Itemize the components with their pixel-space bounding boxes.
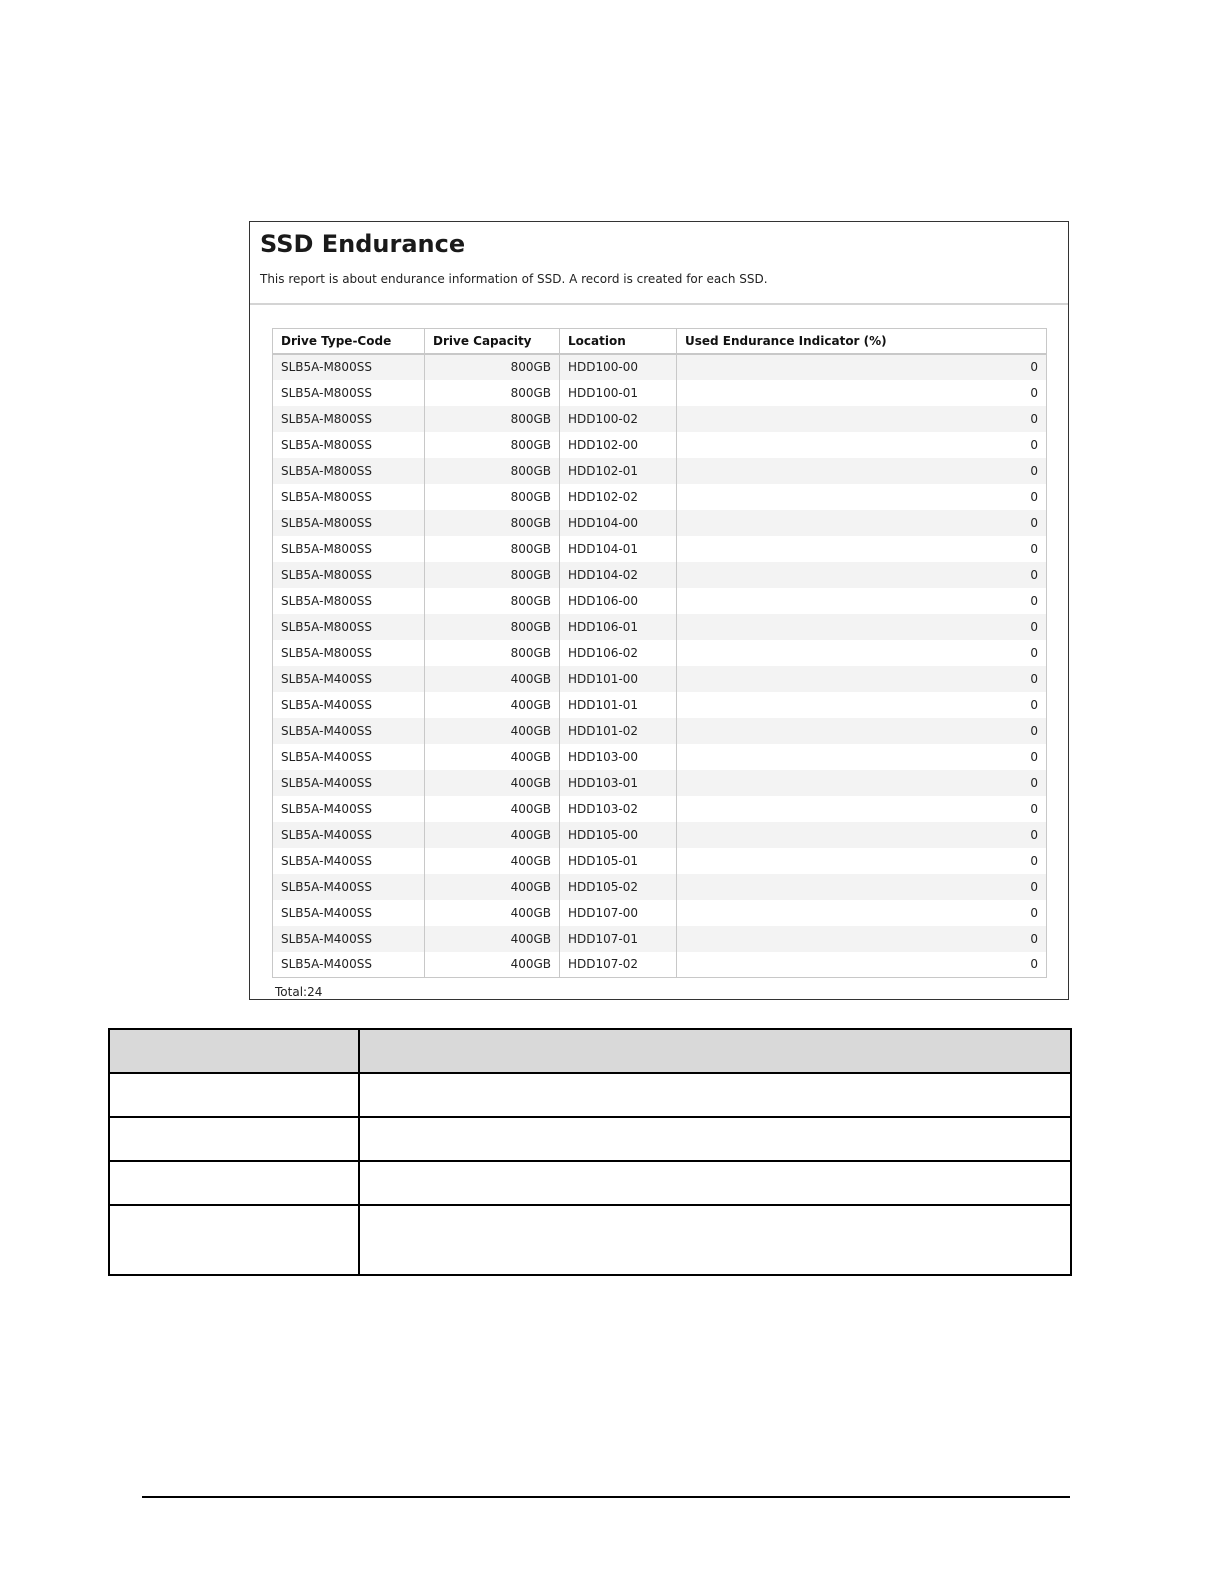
used-endurance-cell: 0 bbox=[677, 744, 1047, 770]
table-row[interactable] bbox=[273, 640, 1047, 666]
table-row[interactable] bbox=[273, 406, 1047, 432]
location-cell: HDD102-01 bbox=[560, 458, 677, 484]
location-cell: HDD103-02 bbox=[560, 796, 677, 822]
table-row[interactable] bbox=[273, 874, 1047, 900]
drive-type-code-cell: SLB5A-M800SS bbox=[273, 536, 425, 562]
used-endurance-cell: 0 bbox=[677, 588, 1047, 614]
drive-type-code-cell: SLB5A-M800SS bbox=[273, 614, 425, 640]
table-row[interactable] bbox=[273, 848, 1047, 874]
table-row[interactable] bbox=[273, 822, 1047, 848]
used-endurance-cell: 0 bbox=[677, 536, 1047, 562]
drive-type-code-cell: SLB5A-M800SS bbox=[273, 354, 425, 380]
report-description: This report is about endurance information of SSD. A record is created for each SSD. bbox=[260, 272, 768, 286]
drive-type-code-cell: SLB5A-M400SS bbox=[273, 796, 425, 822]
used-endurance-cell: 0 bbox=[677, 718, 1047, 744]
used-endurance-cell: 0 bbox=[677, 562, 1047, 588]
table-row[interactable] bbox=[273, 380, 1047, 406]
drive-capacity-cell: 800GB bbox=[425, 406, 560, 432]
used-endurance-cell: 0 bbox=[677, 952, 1047, 978]
drive-capacity-cell: 400GB bbox=[425, 874, 560, 900]
used-endurance-cell: 0 bbox=[677, 848, 1047, 874]
drive-capacity-cell: 400GB bbox=[425, 744, 560, 770]
table-header-row bbox=[273, 329, 1047, 354]
description-header-cell bbox=[109, 1029, 359, 1073]
drive-type-code-cell: SLB5A-M400SS bbox=[273, 744, 425, 770]
drive-capacity-cell: 400GB bbox=[425, 666, 560, 692]
drive-type-code-cell: SLB5A-M800SS bbox=[273, 432, 425, 458]
table-row[interactable] bbox=[273, 952, 1047, 978]
report-title: SSD Endurance bbox=[260, 230, 466, 258]
drive-capacity-cell: 400GB bbox=[425, 822, 560, 848]
description-header-cell bbox=[359, 1029, 1071, 1073]
location-cell: HDD103-00 bbox=[560, 744, 677, 770]
location-cell: HDD101-00 bbox=[560, 666, 677, 692]
description-table bbox=[108, 1028, 1072, 1276]
description-table-header-row bbox=[109, 1029, 1071, 1073]
table-row[interactable] bbox=[273, 432, 1047, 458]
location-cell: HDD107-02 bbox=[560, 952, 677, 978]
drive-capacity-cell: 400GB bbox=[425, 770, 560, 796]
description-cell bbox=[359, 1073, 1071, 1117]
location-cell: HDD103-01 bbox=[560, 770, 677, 796]
drive-type-code-cell: SLB5A-M800SS bbox=[273, 510, 425, 536]
table-row[interactable] bbox=[273, 484, 1047, 510]
description-cell bbox=[359, 1117, 1071, 1161]
used-endurance-cell: 0 bbox=[677, 354, 1047, 380]
description-cell bbox=[359, 1205, 1071, 1275]
used-endurance-cell: 0 bbox=[677, 822, 1047, 848]
location-cell: HDD100-02 bbox=[560, 406, 677, 432]
drive-capacity-cell: 800GB bbox=[425, 484, 560, 510]
drive-type-code-cell: SLB5A-M400SS bbox=[273, 952, 425, 978]
description-cell bbox=[109, 1073, 359, 1117]
column-header-drive-capacity[interactable]: Drive Capacity bbox=[425, 329, 560, 354]
location-cell: HDD100-01 bbox=[560, 380, 677, 406]
location-cell: HDD100-00 bbox=[560, 354, 677, 380]
table-row[interactable] bbox=[273, 536, 1047, 562]
drive-capacity-cell: 800GB bbox=[425, 614, 560, 640]
drive-type-code-cell: SLB5A-M800SS bbox=[273, 640, 425, 666]
table-row[interactable] bbox=[273, 744, 1047, 770]
used-endurance-cell: 0 bbox=[677, 900, 1047, 926]
drive-type-code-cell: SLB5A-M400SS bbox=[273, 718, 425, 744]
location-cell: HDD105-02 bbox=[560, 874, 677, 900]
table-row[interactable] bbox=[273, 796, 1047, 822]
drive-type-code-cell: SLB5A-M800SS bbox=[273, 406, 425, 432]
drive-capacity-cell: 800GB bbox=[425, 640, 560, 666]
ssd-endurance-table bbox=[272, 328, 1047, 978]
drive-capacity-cell: 400GB bbox=[425, 926, 560, 952]
used-endurance-cell: 0 bbox=[677, 796, 1047, 822]
drive-type-code-cell: SLB5A-M400SS bbox=[273, 900, 425, 926]
drive-capacity-cell: 800GB bbox=[425, 588, 560, 614]
column-header-drive-type-code[interactable]: Drive Type-Code bbox=[273, 329, 425, 354]
footer-rule bbox=[142, 1496, 1070, 1498]
table-body bbox=[273, 354, 1047, 978]
drive-capacity-cell: 400GB bbox=[425, 900, 560, 926]
drive-type-code-cell: SLB5A-M400SS bbox=[273, 666, 425, 692]
description-cell bbox=[109, 1117, 359, 1161]
drive-capacity-cell: 400GB bbox=[425, 692, 560, 718]
location-cell: HDD106-02 bbox=[560, 640, 677, 666]
column-header-location[interactable]: Location bbox=[560, 329, 677, 354]
drive-capacity-cell: 400GB bbox=[425, 796, 560, 822]
used-endurance-cell: 0 bbox=[677, 926, 1047, 952]
drive-capacity-cell: 800GB bbox=[425, 536, 560, 562]
report-divider bbox=[250, 303, 1068, 305]
drive-capacity-cell: 800GB bbox=[425, 380, 560, 406]
drive-capacity-cell: 400GB bbox=[425, 952, 560, 978]
drive-capacity-cell: 800GB bbox=[425, 510, 560, 536]
used-endurance-cell: 0 bbox=[677, 666, 1047, 692]
description-cell bbox=[109, 1161, 359, 1205]
location-cell: HDD104-02 bbox=[560, 562, 677, 588]
report-screenshot bbox=[249, 221, 1069, 1000]
location-cell: HDD102-00 bbox=[560, 432, 677, 458]
used-endurance-cell: 0 bbox=[677, 614, 1047, 640]
column-header-used-endurance-indicator[interactable]: Used Endurance Indicator (%) bbox=[677, 329, 1047, 354]
location-cell: HDD107-00 bbox=[560, 900, 677, 926]
used-endurance-cell: 0 bbox=[677, 510, 1047, 536]
drive-type-code-cell: SLB5A-M400SS bbox=[273, 874, 425, 900]
description-table-row bbox=[109, 1073, 1071, 1117]
description-table-row bbox=[109, 1205, 1071, 1275]
drive-capacity-cell: 800GB bbox=[425, 458, 560, 484]
table-row[interactable] bbox=[273, 718, 1047, 744]
location-cell: HDD101-01 bbox=[560, 692, 677, 718]
used-endurance-cell: 0 bbox=[677, 874, 1047, 900]
description-table-row bbox=[109, 1117, 1071, 1161]
table-row[interactable] bbox=[273, 900, 1047, 926]
drive-type-code-cell: SLB5A-M800SS bbox=[273, 380, 425, 406]
drive-type-code-cell: SLB5A-M400SS bbox=[273, 926, 425, 952]
description-cell bbox=[109, 1205, 359, 1275]
table-row[interactable] bbox=[273, 458, 1047, 484]
used-endurance-cell: 0 bbox=[677, 640, 1047, 666]
drive-type-code-cell: SLB5A-M800SS bbox=[273, 562, 425, 588]
description-table-row bbox=[109, 1161, 1071, 1205]
drive-type-code-cell: SLB5A-M400SS bbox=[273, 822, 425, 848]
drive-capacity-cell: 400GB bbox=[425, 718, 560, 744]
table-row[interactable] bbox=[273, 692, 1047, 718]
location-cell: HDD106-01 bbox=[560, 614, 677, 640]
location-cell: HDD106-00 bbox=[560, 588, 677, 614]
table-row[interactable] bbox=[273, 770, 1047, 796]
table-row[interactable] bbox=[273, 588, 1047, 614]
table-row[interactable] bbox=[273, 562, 1047, 588]
drive-capacity-cell: 800GB bbox=[425, 562, 560, 588]
location-cell: HDD102-02 bbox=[560, 484, 677, 510]
used-endurance-cell: 0 bbox=[677, 692, 1047, 718]
used-endurance-cell: 0 bbox=[677, 406, 1047, 432]
used-endurance-cell: 0 bbox=[677, 484, 1047, 510]
location-cell: HDD105-00 bbox=[560, 822, 677, 848]
used-endurance-cell: 0 bbox=[677, 380, 1047, 406]
location-cell: HDD107-01 bbox=[560, 926, 677, 952]
table-row[interactable] bbox=[273, 354, 1047, 380]
location-cell: HDD101-02 bbox=[560, 718, 677, 744]
location-cell: HDD104-01 bbox=[560, 536, 677, 562]
drive-type-code-cell: SLB5A-M400SS bbox=[273, 770, 425, 796]
drive-type-code-cell: SLB5A-M400SS bbox=[273, 848, 425, 874]
drive-type-code-cell: SLB5A-M400SS bbox=[273, 692, 425, 718]
drive-type-code-cell: SLB5A-M800SS bbox=[273, 458, 425, 484]
table-row[interactable] bbox=[273, 926, 1047, 952]
description-cell bbox=[359, 1161, 1071, 1205]
location-cell: HDD105-01 bbox=[560, 848, 677, 874]
table-row[interactable] bbox=[273, 666, 1047, 692]
drive-type-code-cell: SLB5A-M800SS bbox=[273, 588, 425, 614]
used-endurance-cell: 0 bbox=[677, 432, 1047, 458]
drive-capacity-cell: 800GB bbox=[425, 354, 560, 380]
total-count: Total:24 bbox=[275, 985, 323, 999]
used-endurance-cell: 0 bbox=[677, 458, 1047, 484]
drive-capacity-cell: 800GB bbox=[425, 432, 560, 458]
drive-capacity-cell: 400GB bbox=[425, 848, 560, 874]
table-row[interactable] bbox=[273, 614, 1047, 640]
table-row[interactable] bbox=[273, 510, 1047, 536]
drive-type-code-cell: SLB5A-M800SS bbox=[273, 484, 425, 510]
location-cell: HDD104-00 bbox=[560, 510, 677, 536]
used-endurance-cell: 0 bbox=[677, 770, 1047, 796]
